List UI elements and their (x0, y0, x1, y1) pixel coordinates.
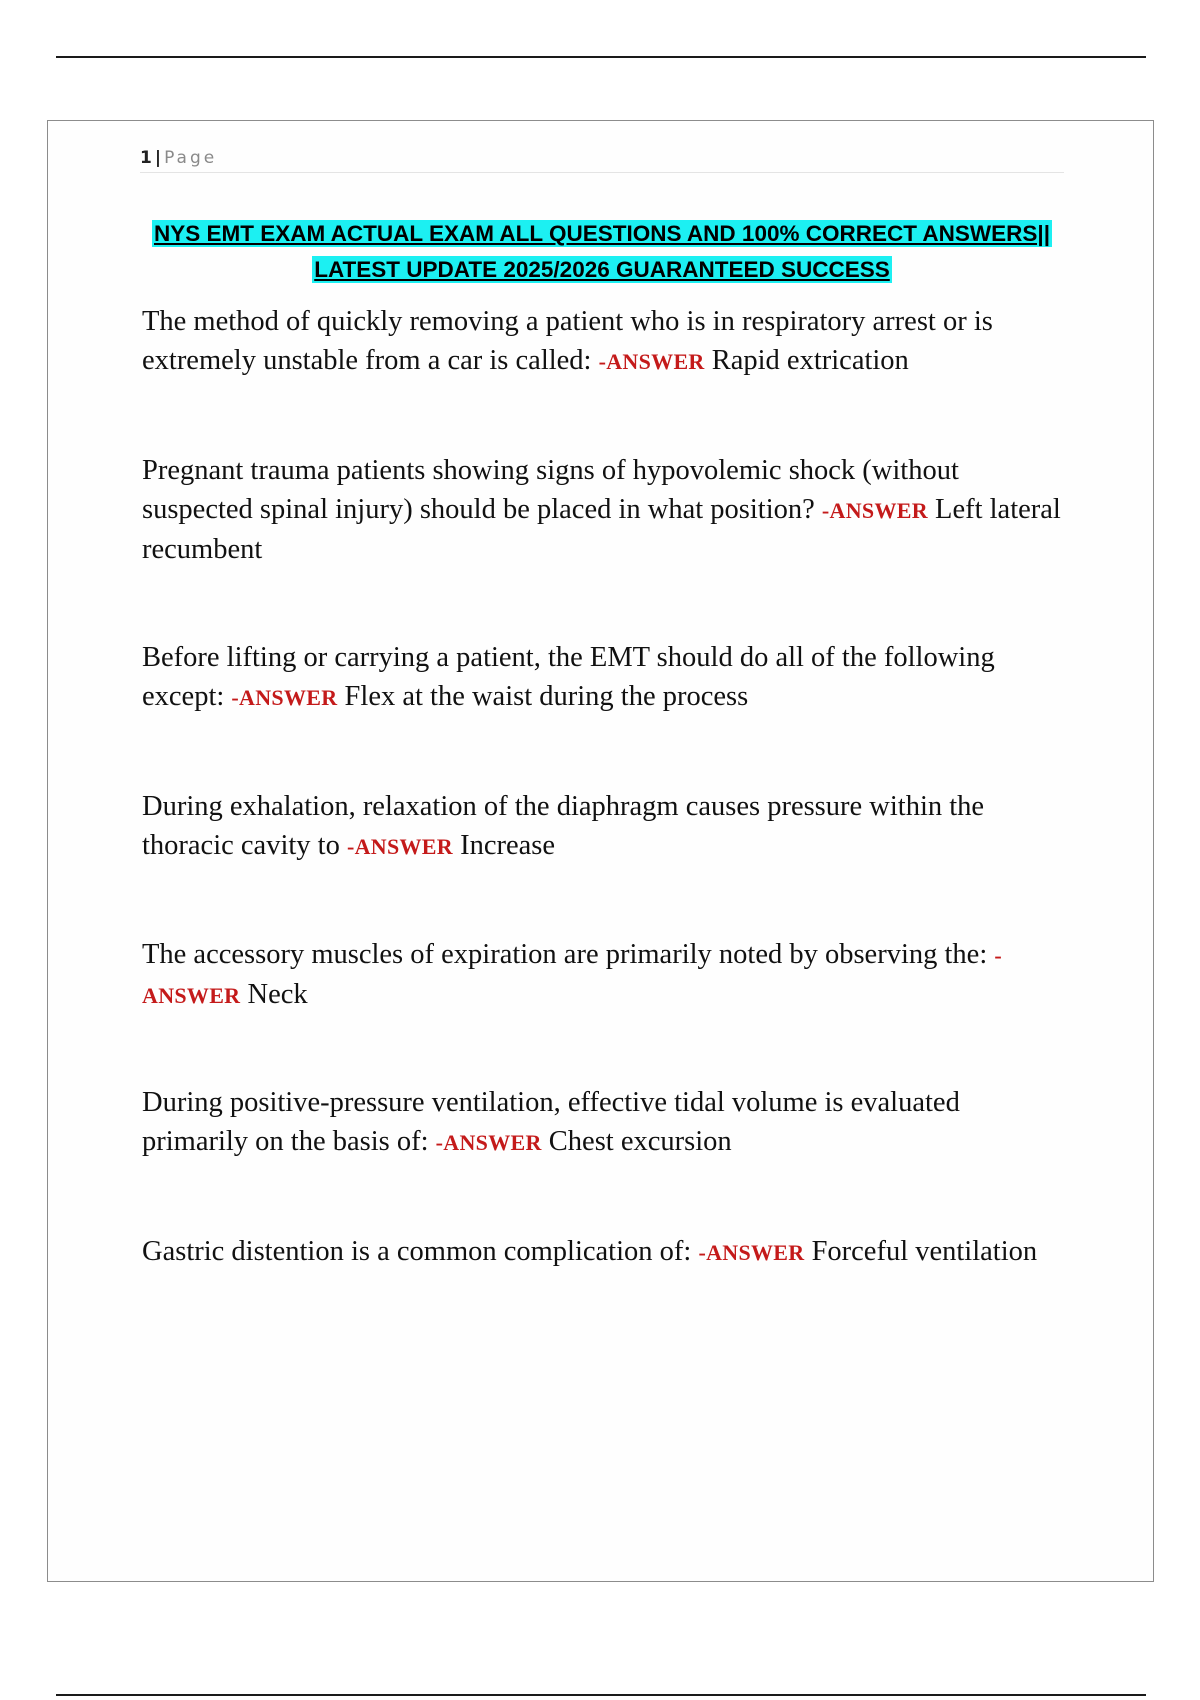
answer-text: Left lateral recumbent (142, 494, 1061, 565)
page-number: 1 (140, 148, 152, 168)
page-word: Page (164, 148, 218, 168)
document-title-text: NYS EMT EXAM ACTUAL EXAM ALL QUESTIONS AND 100% CORRECT ANSWERS|| LATEST UPDATE 2025/2026 GUARANTEED SUCCESS (153, 221, 1050, 282)
qa-item-1 (142, 302, 1062, 381)
answer-tag: -ANSWER (142, 943, 1002, 1008)
answer-tag: -ANSWER (821, 498, 928, 523)
answer-tag: -ANSWER (598, 349, 705, 374)
answer-tag: -ANSWER (698, 1240, 805, 1265)
question-text: Gastric distention is a common complication of: (142, 1236, 692, 1267)
answer-tag: -ANSWER (346, 834, 453, 859)
page-header (140, 146, 1064, 173)
page-separator: | (154, 148, 162, 168)
qa-item-7 (142, 1232, 1062, 1272)
answer-tag: -ANSWER (231, 685, 338, 710)
question-text: During exhalation, relaxation of the diaphragm causes pressure within the thoracic cavity to (142, 791, 985, 861)
qa-item-2 (142, 451, 1062, 569)
answer-text: Neck (247, 979, 308, 1010)
top-divider (56, 56, 1146, 58)
answer-text: Increase (460, 830, 556, 861)
question-text: The accessory muscles of expiration are primarily noted by observing the: (142, 939, 988, 970)
answer-text: Forceful ventilation (811, 1236, 1038, 1267)
answer-text: Rapid extrication (711, 345, 909, 376)
qa-item-6 (142, 1083, 1062, 1162)
question-text: Before lifting or carrying a patient, the EMT should do all of the following except: (142, 642, 995, 712)
question-text: During positive-pressure ventilation, effective tidal volume is evaluated primarily on the basis of: (142, 1087, 960, 1157)
document-title (140, 216, 1064, 288)
question-text: Pregnant trauma patients showing signs of hypovolemic shock (without suspected spinal injury) should be placed in what position? (142, 455, 959, 525)
bottom-divider (56, 1694, 1146, 1696)
qa-item-3 (142, 638, 1062, 717)
question-text: The method of quickly removing a patient who is in respiratory arrest or is extremely unstable from a car is called: (142, 306, 993, 376)
qa-item-5 (142, 935, 1062, 1015)
answer-text: Flex at the waist during the process (344, 681, 749, 712)
qa-item-4 (142, 787, 1062, 866)
answer-tag: -ANSWER (435, 1130, 542, 1155)
answer-text: Chest excursion (548, 1126, 732, 1157)
